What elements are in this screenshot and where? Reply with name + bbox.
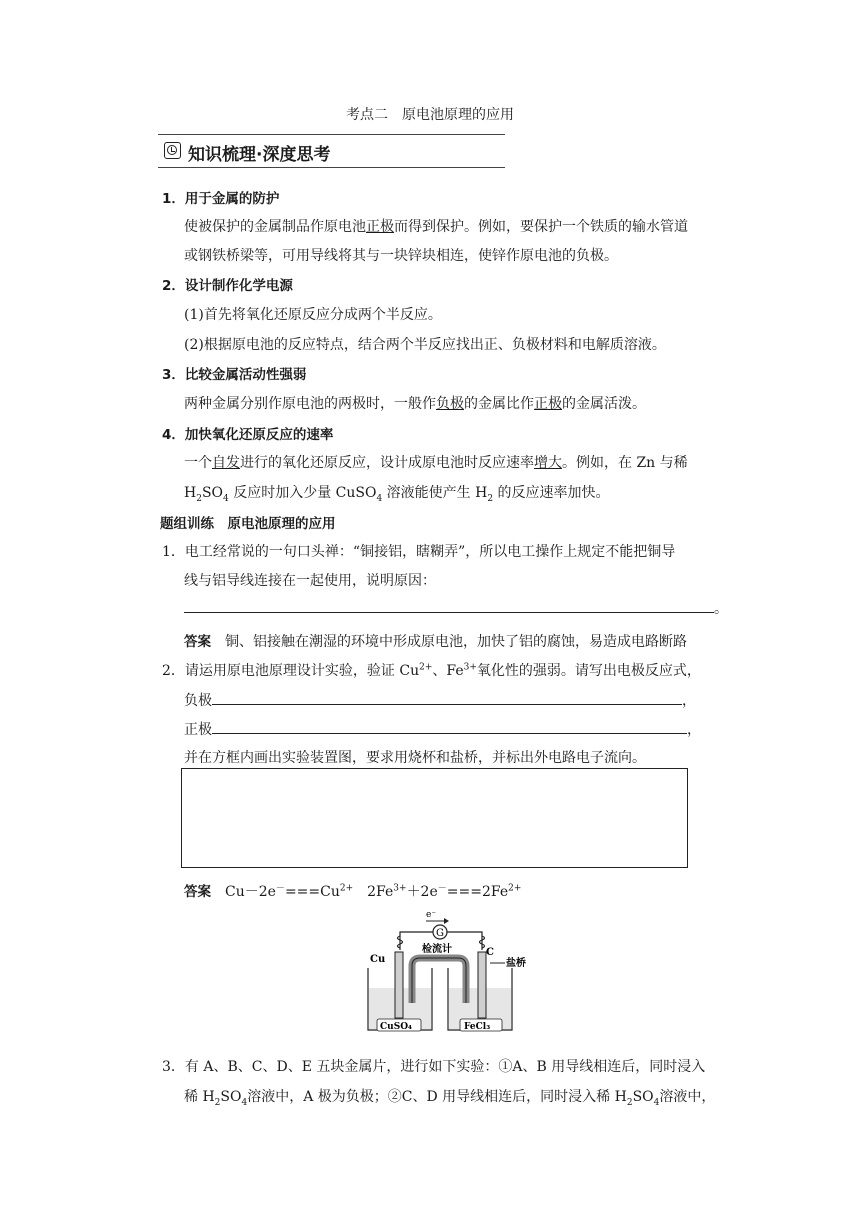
comma: ， bbox=[687, 722, 701, 738]
k4-text: 溶液能使产生 H bbox=[382, 485, 488, 501]
galvanic-cell-diagram bbox=[360, 908, 540, 1038]
negative-blank[interactable] bbox=[212, 690, 682, 705]
k4-underline: 自发 bbox=[212, 455, 240, 471]
k2-line2: (2)根据原电池的反应特点，结合两个半反应找出正、负极材料和电解质溶液。 bbox=[184, 337, 666, 353]
k1-line2: 或钢铁桥梁等，可用导线将其与一块锌块相连，使锌作原电池的负极。 bbox=[184, 248, 618, 264]
q2-line1 bbox=[162, 660, 701, 680]
q1-answer-line[interactable] bbox=[184, 598, 728, 618]
q1-answer-text: 铜、铝接触在潮湿的环境中形成原电池，加快了铝的腐蚀，易造成电路断路 bbox=[225, 634, 687, 650]
k3-underline: 正极 bbox=[534, 396, 562, 412]
q2-line4: 并在方框内画出实验装置图，要求用烧杯和盐桥，并标出外电路电子流向。 bbox=[184, 750, 646, 766]
q3-text: SO bbox=[220, 1089, 242, 1105]
bridge-label: 盐桥 bbox=[506, 958, 526, 969]
k4-text: 进行的氧化还原反应，设计成原电池时反应速率 bbox=[240, 455, 534, 471]
k1-text: 而得到保护。例如，要保护一个铁质的输水管道 bbox=[394, 219, 688, 235]
q1-text: 电工经常说的一句口头禅：“铜接铝，瞎糊弄”，所以电工操作上规定不能把铜导 bbox=[184, 544, 676, 560]
k1-underline: 正极 bbox=[366, 219, 394, 235]
positive-blank[interactable] bbox=[212, 719, 687, 734]
q3-sub: 4 bbox=[241, 1097, 248, 1108]
q3-text: 有 A、B、C、D、E 五块金属片，进行如下实验：①A、B 用导线相连后，同时浸入 bbox=[184, 1059, 706, 1075]
k4-line2 bbox=[184, 482, 610, 504]
q2-positive-line[interactable] bbox=[184, 719, 701, 739]
k1-num: 1． bbox=[162, 191, 185, 207]
k4-text: 一个 bbox=[184, 455, 212, 471]
q2-negative-line[interactable] bbox=[184, 690, 696, 710]
k4-sub: 4 bbox=[376, 493, 383, 504]
positive-label: 正极 bbox=[184, 722, 212, 738]
k3-text: 的金属活泼。 bbox=[562, 396, 646, 412]
section-header-bar bbox=[158, 134, 505, 168]
q1-line1 bbox=[162, 541, 675, 561]
k4-text: 。例如，在 Zn 与稀 bbox=[562, 455, 688, 471]
answer-label: 答案 bbox=[184, 634, 211, 650]
k2-head: 设计制作化学电源 bbox=[184, 278, 293, 294]
electron-arrowhead bbox=[444, 918, 449, 924]
q1-num: 1． bbox=[162, 544, 185, 560]
clock-icon bbox=[164, 142, 181, 159]
k4-text: H bbox=[184, 485, 197, 501]
q3-sub: 2 bbox=[214, 1097, 221, 1108]
comma: ， bbox=[682, 693, 696, 709]
k1-heading bbox=[162, 187, 279, 207]
k3-underline: 负极 bbox=[436, 396, 464, 412]
q2-sup: 3+ bbox=[463, 662, 477, 673]
k1-text: 使被保护的金属制品作原电池 bbox=[184, 219, 366, 235]
q3-sub: 2 bbox=[626, 1097, 633, 1108]
q1-end: 。 bbox=[714, 601, 728, 617]
c-electrode bbox=[478, 952, 486, 1018]
eq-sup: － bbox=[275, 883, 285, 894]
k3-text: 两种金属分别作原电池的两极时，一般作 bbox=[184, 396, 436, 412]
electron-label: e⁻ bbox=[426, 910, 437, 920]
k3-line1 bbox=[184, 393, 646, 413]
k2-num: 2． bbox=[162, 278, 185, 294]
drawing-box[interactable] bbox=[181, 768, 688, 868]
section-header: 知识梳理·深度思考 bbox=[188, 145, 331, 165]
q2-sup: 2+ bbox=[419, 662, 433, 673]
eq-text: Cu－2e bbox=[225, 884, 276, 900]
q3-line1 bbox=[162, 1056, 705, 1076]
k4-text: SO bbox=[201, 485, 224, 501]
q2-text: 氧化性的强弱。请写出电极反应式， bbox=[476, 663, 701, 679]
answer-label: 答案 bbox=[184, 884, 211, 900]
eq-text: 2Fe bbox=[367, 884, 394, 900]
k4-head: 加快氧化还原反应的速率 bbox=[184, 427, 334, 443]
eq-text: ===2Fe bbox=[446, 884, 509, 900]
eq-sup: 2+ bbox=[339, 883, 354, 894]
k4-sub: 2 bbox=[487, 493, 494, 504]
k2-line1: (1)首先将氧化还原反应分成两个半反应。 bbox=[184, 307, 442, 323]
k4-heading bbox=[162, 423, 333, 443]
cu-electrode bbox=[395, 952, 403, 1018]
q2-text: 、Fe bbox=[432, 663, 464, 679]
k1-line1 bbox=[184, 216, 688, 236]
page-title: 考点二 原电池原理的应用 bbox=[346, 107, 514, 123]
q3-text: 溶液中，A 极为负极；②C、D 用导线相连后，同时浸入稀 H bbox=[247, 1089, 627, 1105]
k4-text: 的反应速率加快。 bbox=[493, 485, 610, 501]
galvanometer-label: G bbox=[436, 928, 444, 939]
q3-sub: 4 bbox=[653, 1097, 660, 1108]
q1-blank[interactable] bbox=[184, 598, 714, 613]
q2-answer bbox=[184, 880, 521, 901]
k4-sub: 2 bbox=[196, 493, 202, 504]
practice-header: 题组训练 原电池原理的应用 bbox=[160, 516, 336, 532]
k3-text: 的金属比作 bbox=[464, 396, 534, 412]
k4-text: 反应时加入少量 CuSO bbox=[228, 485, 377, 501]
meter-label: 检流计 bbox=[422, 944, 452, 955]
k2-heading bbox=[162, 274, 293, 294]
q1-answer bbox=[184, 630, 687, 651]
cu-label: Cu bbox=[370, 954, 386, 965]
q3-num: 3． bbox=[162, 1059, 185, 1075]
q3-line2 bbox=[184, 1086, 715, 1108]
right-solution-label: FeCl₃ bbox=[464, 1022, 491, 1032]
k3-num: 3． bbox=[162, 367, 185, 383]
eq-text: ===Cu bbox=[284, 884, 340, 900]
eq-sup: 2+ bbox=[508, 883, 522, 894]
left-solution-label: CuSO₄ bbox=[380, 1022, 412, 1032]
right-wire bbox=[447, 932, 482, 950]
k4-line1 bbox=[184, 452, 688, 472]
eq-text: ＋2e bbox=[406, 884, 438, 900]
k4-sub: 4 bbox=[223, 493, 229, 504]
q3-text: SO bbox=[632, 1089, 654, 1105]
q1-line2: 线与铝导线连接在一起使用，说明原因： bbox=[184, 573, 436, 589]
q3-text: 稀 H bbox=[184, 1089, 215, 1105]
k3-head: 比较金属活动性强弱 bbox=[184, 367, 307, 383]
c-label: C bbox=[486, 947, 494, 958]
k3-heading bbox=[162, 363, 306, 383]
negative-label: 负极 bbox=[184, 693, 212, 709]
eq-sup: 3+ bbox=[393, 883, 407, 894]
k4-underline: 增大 bbox=[534, 455, 562, 471]
k1-head: 用于金属的防护 bbox=[184, 191, 280, 207]
eq-sup: － bbox=[437, 883, 447, 894]
k4-num: 4． bbox=[162, 427, 185, 443]
q2-num: 2． bbox=[162, 663, 185, 679]
q3-text: 溶液中， bbox=[659, 1089, 716, 1105]
q2-text: 请运用原电池原理设计实验，验证 Cu bbox=[184, 663, 420, 679]
